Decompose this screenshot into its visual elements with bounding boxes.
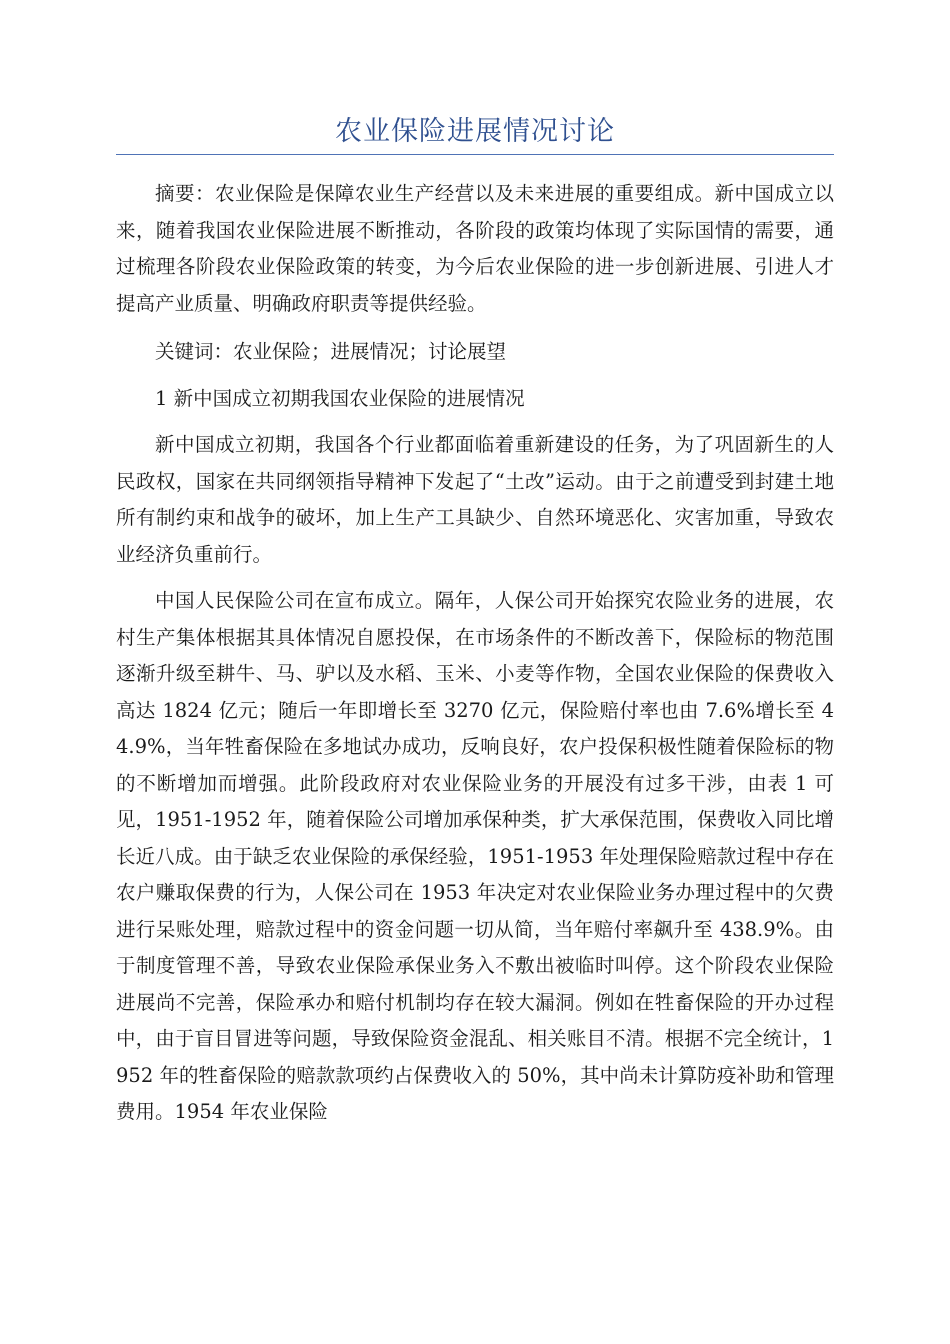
document-body — [116, 176, 834, 1131]
abstract-paragraph: 摘要：农业保险是保障农业生产经营以及未来进展的重要组成。新中国成立以来，随着我国农业保险进展不断推动，各阶段的政策均体现了实际国情的需要，通过梳理各阶段农业保险政策的转变，为今后农业保险的进一步创新进展、引进人才提高产业质量、明确政府职责等提供经验。 — [116, 182, 834, 315]
keywords-line: 关键词：农业保险；进展情况；讨论展望 — [155, 340, 507, 363]
document-title: 农业保险进展情况讨论 — [335, 116, 615, 147]
title-underline — [116, 154, 834, 155]
body-paragraph: 新中国成立初期，我国各个行业都面临着重新建设的任务，为了巩固新生的人民政权，国家在共同纲领指导精神下发起了“土改”运动。由于之前遭受到封建土地所有制约束和战争的破坏，加上生产工具缺少、自然环境恶化、灾害加重，导致农业经济负重前行。 — [116, 433, 834, 566]
section-heading: 1 新中国成立初期我国农业保险的进展情况 — [155, 386, 525, 410]
body-paragraph: 中国人民保险公司在宣布成立。隔年，人保公司开始探究农险业务的进展，农村生产集体根据其具体情况自愿投保，在市场条件的不断改善下，保险标的物范围逐渐升级至耕牛、马、驴以及水稻、玉米、小麦等作物，全国农业保险的保费收入高达 1824 亿元；随后一年即增长至 3270 亿元，保险赔付率也由 7.6%增长至 44.9%，当年牲畜保险在多地试办成功，反响良好，农户投保积极性随着保险标的物的不断增加而增强。此阶段政府对农业保险业务的开展没有过多干涉，由表 1 可见，1951-1952 年，随着保险公司增加承保种类，扩大承保范围，保费收入同比增长近八成。由于缺乏农业保险的承保经验，1951-1953 年处理保险赔款过程中存在农户赚取保费的行为，人保公司在 1953 年决定对农业保险业务办理过程中的欠费进行呆账处理，赔款过程中的资金问题一切从简，当年赔付率飙升至 438.9%。由于制度管理不善，导致农业保险承保业务入不敷出被临时叫停。这个阶段农业保险进展尚不完善，保险承办和赔付机制均存在较大漏洞。例如在牲畜保险的开办过程中，由于盲目冒进等问题，导致保险资金混乱、相关账目不清。根据不完全统计，1952 年的牲畜保险的赔款款项约占保费收入的 50%，其中尚未计算防疫补助和管理费用。1954 年农业保险 — [116, 589, 834, 1123]
